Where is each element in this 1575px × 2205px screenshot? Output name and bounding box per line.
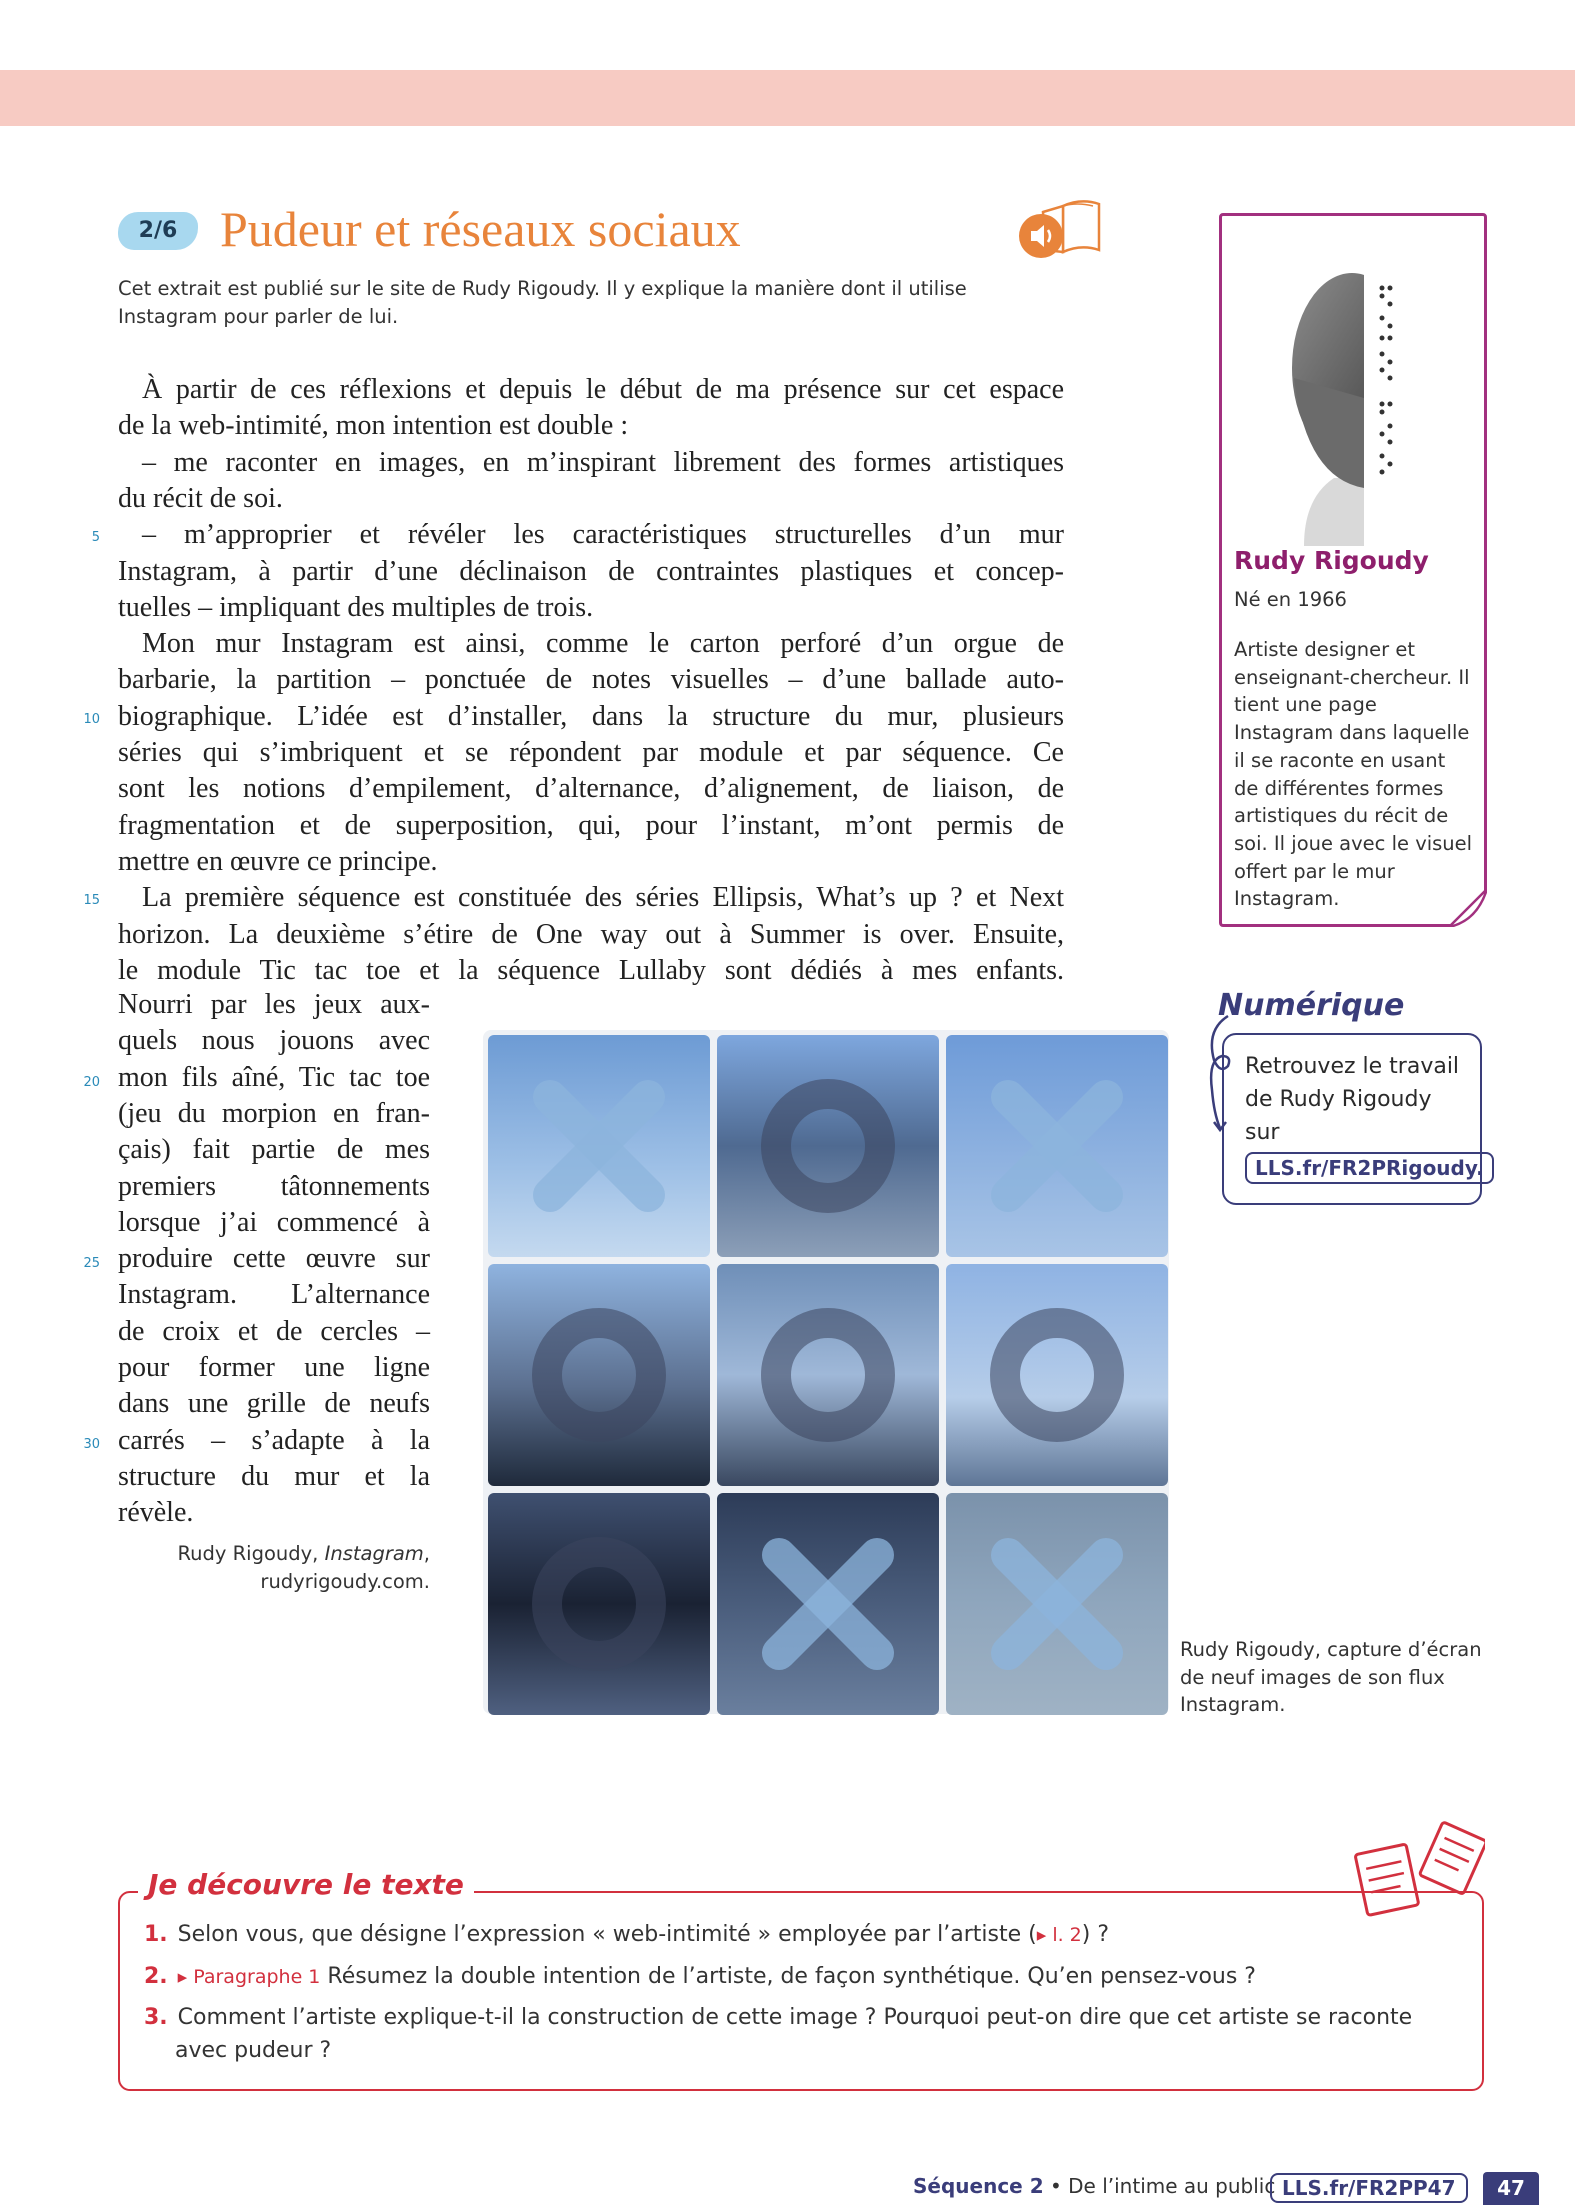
numerique-link[interactable]: LLS.fr/FR2PRigoudy. [1245, 1152, 1494, 1184]
footer-link[interactable]: LLS.fr/FR2PP47 [1270, 2173, 1468, 2203]
footer-sequence [913, 2174, 1275, 2198]
text-line: mon fils aîné, Tic tac toe [118, 1061, 430, 1093]
text-line: séries qui s’imbriquent et se répondent par module et par séquence. Ce [118, 737, 1064, 768]
line-number: 30 [83, 1437, 100, 1452]
circle-tile [717, 1264, 939, 1486]
top-color-band [0, 70, 1575, 126]
text-line: Instagram. L’alternance [118, 1279, 430, 1311]
text-line: Nourri par les jeux aux- [118, 989, 430, 1020]
text-line: – m’approprier et révéler les caractéristiques structurelles d’un mur [142, 519, 1064, 551]
instagram-grid-image [483, 1030, 1169, 1714]
line-ref[interactable]: ▸ l. 2 [1036, 1924, 1082, 1946]
footer-bullet: • [1049, 2174, 1062, 2198]
paragraph-ref-label: Paragraphe 1 [193, 1966, 321, 1988]
text-line: premiers tâtonnements [118, 1170, 430, 1202]
circle-tile [488, 1264, 710, 1486]
line-number: 15 [83, 893, 100, 908]
cross-tile [717, 1493, 939, 1715]
cross-icon [488, 1035, 710, 1257]
text-line: produire cette œuvre sur [118, 1243, 430, 1275]
question-number: 3. [144, 2005, 168, 2030]
audio-book-icon[interactable] [1015, 196, 1115, 264]
circle-tile [946, 1264, 1168, 1486]
question-3 [144, 2001, 1412, 2035]
question-1 [144, 1918, 1109, 1952]
question-number: 1. [144, 1922, 168, 1947]
question-3-cont: avec pudeur ? [175, 2038, 332, 2063]
page-curl [1449, 889, 1487, 927]
text-line: de croix et de cercles – [118, 1315, 430, 1347]
footer-sequence-label: Séquence 2 [913, 2174, 1044, 2198]
circle-icon [717, 1264, 939, 1486]
text-line: (jeu du morpion en fran- [118, 1097, 430, 1129]
source-work: Instagram [324, 1542, 424, 1565]
text-line: dans une grille de neufs [118, 1388, 430, 1420]
line-number: 5 [91, 530, 100, 545]
line-number: 25 [83, 1256, 100, 1271]
numerique-text: Retrouvez le travail de Rudy Rigoudy sur [1245, 1054, 1460, 1145]
bio-born: Né en 1966 [1234, 588, 1347, 611]
question-2 [144, 1960, 1256, 1994]
numerique-title: Numérique [1218, 988, 1405, 1023]
text-line: du récit de soi. [118, 482, 283, 514]
text-source: Rudy Rigoudy, Instagram, rudyrigoudy.com. [177, 1542, 430, 1593]
questions-title: Je découvre le texte [138, 1868, 474, 1901]
circle-icon [717, 1035, 939, 1257]
artist-portrait [1234, 228, 1470, 546]
text-line: de la web-intimité, mon intention est double : [118, 410, 629, 442]
text-line: sont les notions d’empilement, d’alternance, d’alignement, de liaison, de [118, 773, 1064, 805]
text-line: quels nous jouons avec [118, 1025, 430, 1057]
question-text: Selon vous, que désigne l’expression « web-intimité » employée par l’artiste ( [177, 1922, 1037, 1947]
chapter-badge [118, 212, 198, 250]
cross-icon [717, 1493, 939, 1715]
bio-name: Rudy Rigoudy [1234, 546, 1429, 575]
cross-tile [946, 1035, 1168, 1257]
source-author: Rudy Rigoudy, [177, 1542, 319, 1565]
text-line: révèle. [118, 1497, 194, 1529]
question-number: 2. [144, 1964, 168, 1989]
text-line: lorsque j’ai commencé à [118, 1206, 430, 1238]
text-line: pour former une ligne [118, 1352, 430, 1383]
question-text: Résumez la double intention de l’artiste, de façon synthétique. Qu’en pensez-vous ? [327, 1964, 1256, 1989]
circle-icon [488, 1493, 710, 1715]
text-line: biographique. L’idée est d’installer, dans la structure du mur, plusieurs [118, 700, 1064, 732]
cross-icon [946, 1035, 1168, 1257]
cross-tile [488, 1035, 710, 1257]
text-line: carrés – s’adapte à la [118, 1424, 430, 1456]
text-line: Instagram, à partir d’une déclinaison de contraintes plastiques et concep- [118, 555, 1064, 587]
text-line: le module Tic tac toe et la séquence Lullaby sont dédiés à mes enfants. [118, 954, 1064, 986]
circle-icon [946, 1264, 1168, 1486]
text-line: tuelles – impliquant des multiples de trois. [118, 591, 594, 623]
text-line: Mon mur Instagram est ainsi, comme le carton perforé d’un orgue de [142, 628, 1064, 660]
text-line: – me raconter en images, en m’inspirant librement des formes artistiques [142, 446, 1064, 478]
intro-text: Cet extrait est publié sur le site de Rudy Rigoudy. Il y explique la manière dont il utilise Instagram pour parler de lui. [118, 277, 967, 328]
bio-card [1219, 213, 1487, 927]
page-title: Pudeur et réseaux sociaux [220, 201, 741, 257]
circle-tile [488, 1493, 710, 1715]
source-site: rudyrigoudy.com. [260, 1570, 430, 1593]
text-line: À partir de ces réflexions et depuis le début de ma présence sur cet espace [142, 374, 1064, 405]
cross-tile [946, 1493, 1168, 1715]
line-number: 20 [83, 1075, 100, 1090]
text-line: çais) fait partie de mes [118, 1134, 430, 1166]
cross-icon [946, 1493, 1168, 1715]
text-line: horizon. La deuxième s’étire de One way out à Summer is over. Ensuite, [118, 918, 1064, 950]
question-text: Comment l’artiste explique-t-il la construction de cette image ? Pourquoi peut-on dire que cet artiste se raconte [177, 2005, 1413, 2030]
footer-subtitle: De l’intime au public [1068, 2174, 1276, 2198]
paragraph-ref[interactable]: ▸ Paragraphe 1 [177, 1966, 321, 1988]
question-text-end: ) ? [1081, 1922, 1110, 1947]
line-number: 10 [83, 712, 100, 727]
circle-tile [717, 1035, 939, 1257]
text-line: mettre en œuvre ce principe. [118, 845, 438, 877]
text-line: barbarie, la partition – ponctuée de notes visuelles – d’une ballade auto- [118, 664, 1064, 696]
bio-description: Artiste designer et enseignant-chercheur. Il tient une page Instagram dans laquelle il se raconte en usant de différentes formes artistiques du récit de soi. Il joue avec le visuel offert par le mur Instagram. [1234, 638, 1473, 911]
circle-icon [488, 1264, 710, 1486]
badge-label: 2/6 [138, 218, 178, 243]
text-line: fragmentation et de superposition, qui, pour l’instant, m’ont permis de [118, 809, 1064, 841]
numerique-curl-decoration [1200, 1010, 1240, 1140]
text-line: La première séquence est constituée des séries Ellipsis, What’s up ? et Next [142, 882, 1064, 914]
line-ref-label: l. 2 [1052, 1924, 1082, 1946]
page-number: 47 [1483, 2172, 1539, 2205]
text-line: structure du mur et la [118, 1460, 430, 1492]
image-caption: Rudy Rigoudy, capture d’écran de neuf images de son flux Instagram. [1180, 1638, 1482, 1717]
